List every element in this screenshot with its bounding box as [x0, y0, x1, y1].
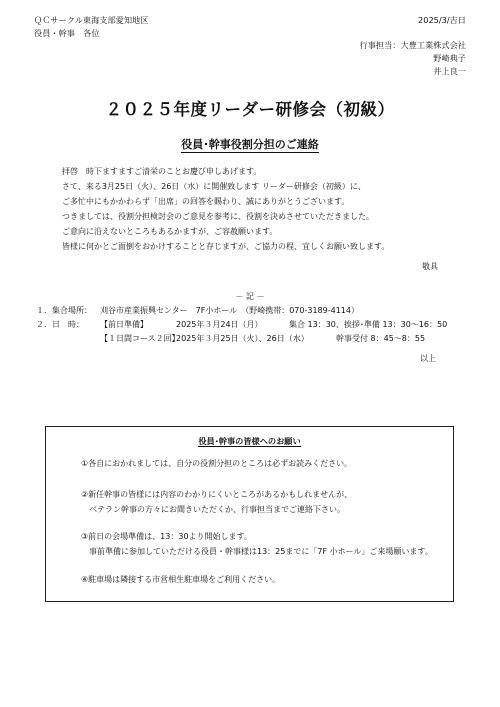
notice-item-2: ②新任幹事の皆様には内容のわかりにくいところがあるかもしれませんが、	[81, 490, 353, 499]
datetime-row-2	[36, 334, 476, 348]
sender-org: ＱＣサークル東海支部愛知地区	[34, 15, 149, 25]
datetime-number: ２．	[36, 320, 52, 329]
details-section	[36, 306, 476, 348]
course-time: 幹事受付 8：45～8：55	[336, 334, 426, 343]
recipient-line: 役員・幹事 各位	[34, 28, 100, 38]
prep-date: 2025年３月24日（月）	[176, 320, 263, 329]
prep-tag: 【前日準備】	[100, 320, 148, 329]
contact-block	[360, 40, 466, 79]
contact-person-1: 野崎典子	[433, 53, 466, 63]
letter-line: 皆様に何かとご面倒をおかけすることと存じますが、ご協力の程、宜しくお願い致します。	[62, 242, 390, 251]
course-tag: 【１日間コース２回】	[100, 334, 180, 343]
page-title: ２０２５年度リーダー研修会（初級）	[105, 100, 395, 119]
notice-item-2-cont: ベテラン幹事の方々にお聞きいただくか、行事担当までご連絡下さい。	[81, 505, 345, 514]
notice-item-1: ①各自におかれましては、自分の役割分担のところは必ずお読みください。	[81, 459, 353, 468]
prep-time: 集合 13：30、挨拶･準備 13：30～16：50	[289, 320, 448, 329]
notice-item-3: ③前日の会場準備は、13：30より開始します。	[81, 532, 252, 541]
letter-line: ご多忙中にもかかわらず「出席」の回答を賜わり、誠にありがとうございます。	[62, 197, 350, 206]
ijo-marker: 以上	[420, 354, 436, 363]
letter-line: さて、来る3月25日（火）、26日（水）に開催致します リーダー研修会（初級）に、	[62, 182, 366, 191]
notice-box	[45, 426, 454, 602]
subtitle-text: 役員･幹事役割分担のご連絡	[181, 138, 319, 151]
ki-marker: － 記 －	[235, 292, 265, 301]
venue-row	[36, 306, 476, 320]
letter-line: ご意向に沿えないところもあるかますが、ご容赦願います。	[62, 227, 278, 236]
letter-body	[62, 167, 482, 257]
letter-line: つきましては、役割分担検討会のご意見を参考に、役割を決めさせていただきました。	[62, 212, 374, 221]
letter-line: 拝啓 時下ますますご清栄のことお慶び申しあげます。	[62, 167, 262, 176]
datetime-row-1	[36, 320, 476, 334]
page-subtitle	[0, 136, 500, 152]
contact-organizer: 行事担当：大豊工業株式会社	[359, 40, 466, 50]
venue-value: 刈谷市産業振興センター 7F小ホール （野崎携帯：070-3189-4114）	[100, 306, 359, 315]
closing-keigu: 敬具	[422, 262, 438, 271]
notice-item-3-cont: 事前準備に参加していただける役員・幹事様は13：25までに「7F 小ホール」ご来場願います。	[81, 547, 433, 556]
course-date: 2025年３月25日（火）、26日（水）	[176, 334, 309, 343]
notice-title	[46, 436, 453, 447]
venue-label: 集合場所：	[52, 306, 92, 315]
notice-item-4: ④駐車場は隣接する市営相生駐車場をご利用ください。	[81, 575, 281, 584]
contact-person-2: 井上良一	[433, 66, 466, 76]
document-date: 2025/3/吉日	[418, 15, 466, 25]
venue-number: １．	[36, 306, 52, 315]
datetime-label: 日 時：	[52, 320, 84, 329]
notice-title-text: 役員･幹事の皆様へのお願い	[198, 436, 301, 446]
